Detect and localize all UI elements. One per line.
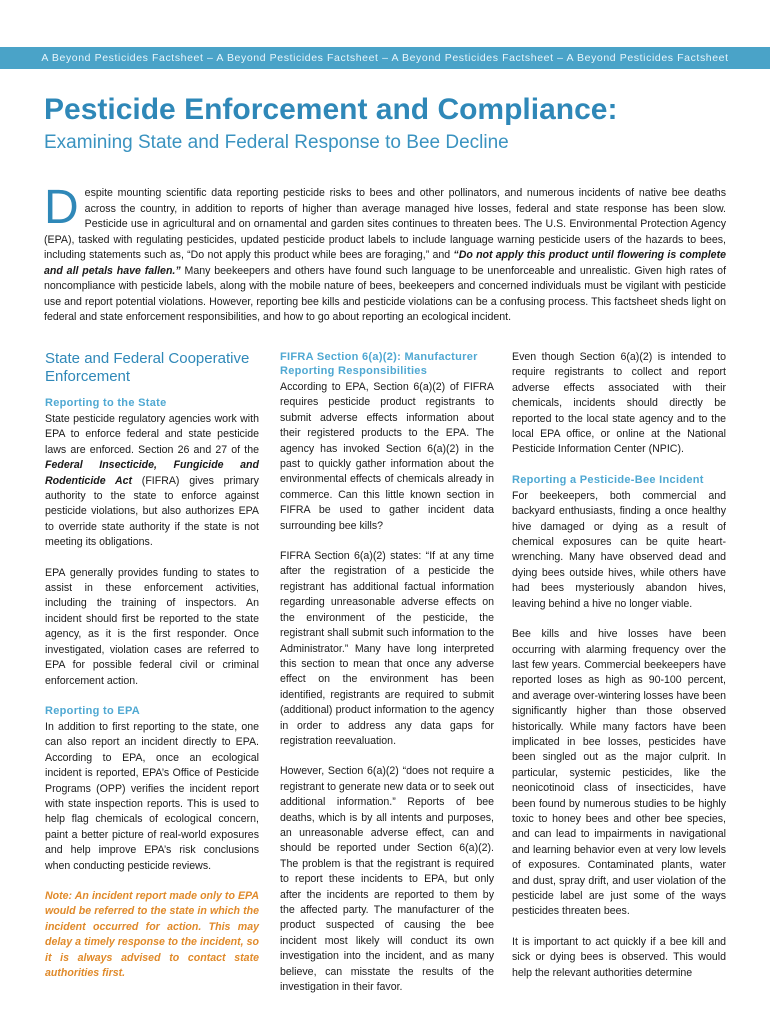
paragraph-epa-funding: EPA generally provides funding to states to assist in these enforcement activities, including the training of inspectors. An incident should first be reported to the state agency, as it is the first responder. Once investigated, violation cases are referred to EPA for possible federal civil or criminal enforcement action.	[45, 566, 259, 687]
page-subtitle: Examining State and Federal Response to Bee Decline	[44, 132, 509, 153]
paragraph-report-local: Even though Section 6(a)(2) is intended to require registrants to collect and report adverse effects associated with their chemicals, incidents should directly be reported to the local state agency and to the local EPA office, or online at the National Pesticide Information Center (NPIC).	[512, 351, 726, 456]
intro-quote: “Do not apply this product until flowering is complete and all petals have fallen.”	[44, 249, 726, 277]
column-3	[512, 350, 726, 996]
factsheet-banner: A Beyond Pesticides Factsheet – A Beyond Pesticides Factsheet – A Beyond Pesticides Factsheet – A Beyond Pesticides Factsheet	[0, 47, 770, 69]
incident-note: Note: An incident report made only to EPA would be referred to the state in which the incident occurred for action. This may delay a timely response to the incident, so it is always advised to contact state authorities first.	[45, 889, 259, 979]
intro-text-1: espite mounting scientific data reporting pesticide risks to bees and other pollinators, and numerous incidents of native bee deaths across the country, in addition to reports of higher than average managed hive losses, federal and state response has been slow. Pesticide use in agricultural and on ornamental and garden sites continues to threaten bees. The U.S. Environmental Protection Agency (EPA), tasked with regulating pesticides, updated pesticide product labels to include language warning pesticide users of the hazards to bees, including statements such as, “Do not apply this product while bees are foraging,” and	[44, 187, 726, 261]
fifra-act-title: Federal Insecticide, Fungicide and Rodenticide Act	[45, 459, 259, 487]
paragraph-beekeepers: For beekeepers, both commercial and backyard enthusiasts, finding a once healthy hive damaged or dying as a result of chemical exposures can be quite heart-wrenching. Many have observed dead and dying bees outside hives, while others have had bees mysteriously abandon hives, leaving behind a hive no longer viable.	[512, 489, 726, 610]
text-span: (FIFRA) gives primary authority to the state to enforce against pesticide violations, but also authorizes EPA to override state authority if the state is not meeting its obligations.	[45, 474, 259, 549]
subheading-reporting-incident: Reporting a Pesticide-Bee Incident	[512, 473, 704, 486]
page-title: Pesticide Enforcement and Compliance:	[44, 93, 618, 126]
subheading-reporting-state: Reporting to the State	[45, 397, 167, 409]
subheading-reporting-epa: Reporting to EPA	[45, 704, 141, 717]
paragraph-fifra-however: However, Section 6(a)(2) “does not require a registrant to generate new data or to seek out additional information.” Reports of bee deaths, which is by all intents and purposes, an unreasonable adverse effect, can and should be reported under Section 6(a)(2). The problem is that the registrant is required to report these incidents to EPA, but only after the incidents are reported to them by the affected party. The manufacturer of the product suspected of causing the bee incident most likely will conduct its own investigation into the incident, and as many believe, can misstate the results of the investigation in their favor.	[280, 765, 494, 994]
drop-cap: D	[44, 181, 79, 234]
paragraph-fifra-states: FIFRA Section 6(a)(2) states: “If at any time after the registration of a pesticide the registrant has additional factual information regarding unreasonable adverse effects on the environment of the pesticide, the registrant shall submit such information to the Administrator.” Many have long interpreted this section to mean that once any adverse effect on the environment has been identified, registrants are required to submit (additional) product information to the agency in order to address any data gaps for registration reevaluation.	[280, 550, 494, 747]
column-1	[45, 350, 259, 996]
subheading-fifra-6a2: FIFRA Section 6(a)(2): Manufacturer Reporting Responsibilities	[280, 351, 478, 377]
intro-text-2: Many beekeepers and others have found such language to be unenforceable and unrealistic. Given high rates of noncompliance with pesticide labels, along with the mobile nature of bees, beekeepers and concerned individuals must be vigilant with pesticide use and report potential violations. However, reporting bee kills and pesticide violations can be a confusing process. This factsheet sheds light on federal and state enforcement responsibilities, and how to go about reporting an ecological incident.	[44, 264, 727, 323]
paragraph-fifra-requirements: According to EPA, Section 6(a)(2) of FIFRA requires pesticide product registrants to submit adverse effects information about their registered products to the EPA. The agency has invoked Section 6(a)(2) in the past to quickly gather information about the environmental effects of chemicals already in commerce. Can this little known section in FIFRA be used to gather incident data surrounding bee kills?	[280, 381, 494, 532]
intro-paragraph	[44, 181, 727, 326]
paragraph-report-epa: In addition to first reporting to the state, one can also report an incident directly to EPA. According to EPA, once an ecological incident is reported, EPA’s Office of Pesticide Programs (OPP) verifies the incident report with state inspection reports. This is used to help flag chemicals of ecological concern, paint a better picture of real-world exposures and help improve EPA’s risk conclusions when conducting pesticide reviews.	[45, 720, 259, 872]
paragraph-state-agencies	[45, 412, 259, 551]
paragraph-bee-kills: Bee kills and hive losses have been occurring with alarming frequency over the last few years. Commercial beekeepers have reported loses as high as 90-100 percent, and average over-wintering losses have been significantly higher than those observed historically. While many factors have been implicated in bee losses, pesticides have been singled out as the major culprit. In particular, systemic pesticides, like the neonicotinoid class of insecticides, have been found by numerous studies to be highly toxic to honey bees and other bee species, and can lead to impairments in navigational and learning behavior even at very low levels of exposures. Contaminated plants, water and dust, spray drift, and user violation of the pesticide label are just some of the ways pesticides threaten bees.	[512, 628, 726, 918]
section-heading-enforcement: State and Federal Cooperative Enforcement	[45, 350, 250, 385]
paragraph-act-quickly: It is important to act quickly if a bee kill and sick or dying bees is observed. This would help the relevant authorities determine	[512, 935, 726, 979]
text-span: State pesticide regulatory agencies work with EPA to enforce federal and state pesticide laws are enforced. Section 26 and 27 of the	[45, 413, 259, 456]
column-2	[280, 350, 494, 1010]
